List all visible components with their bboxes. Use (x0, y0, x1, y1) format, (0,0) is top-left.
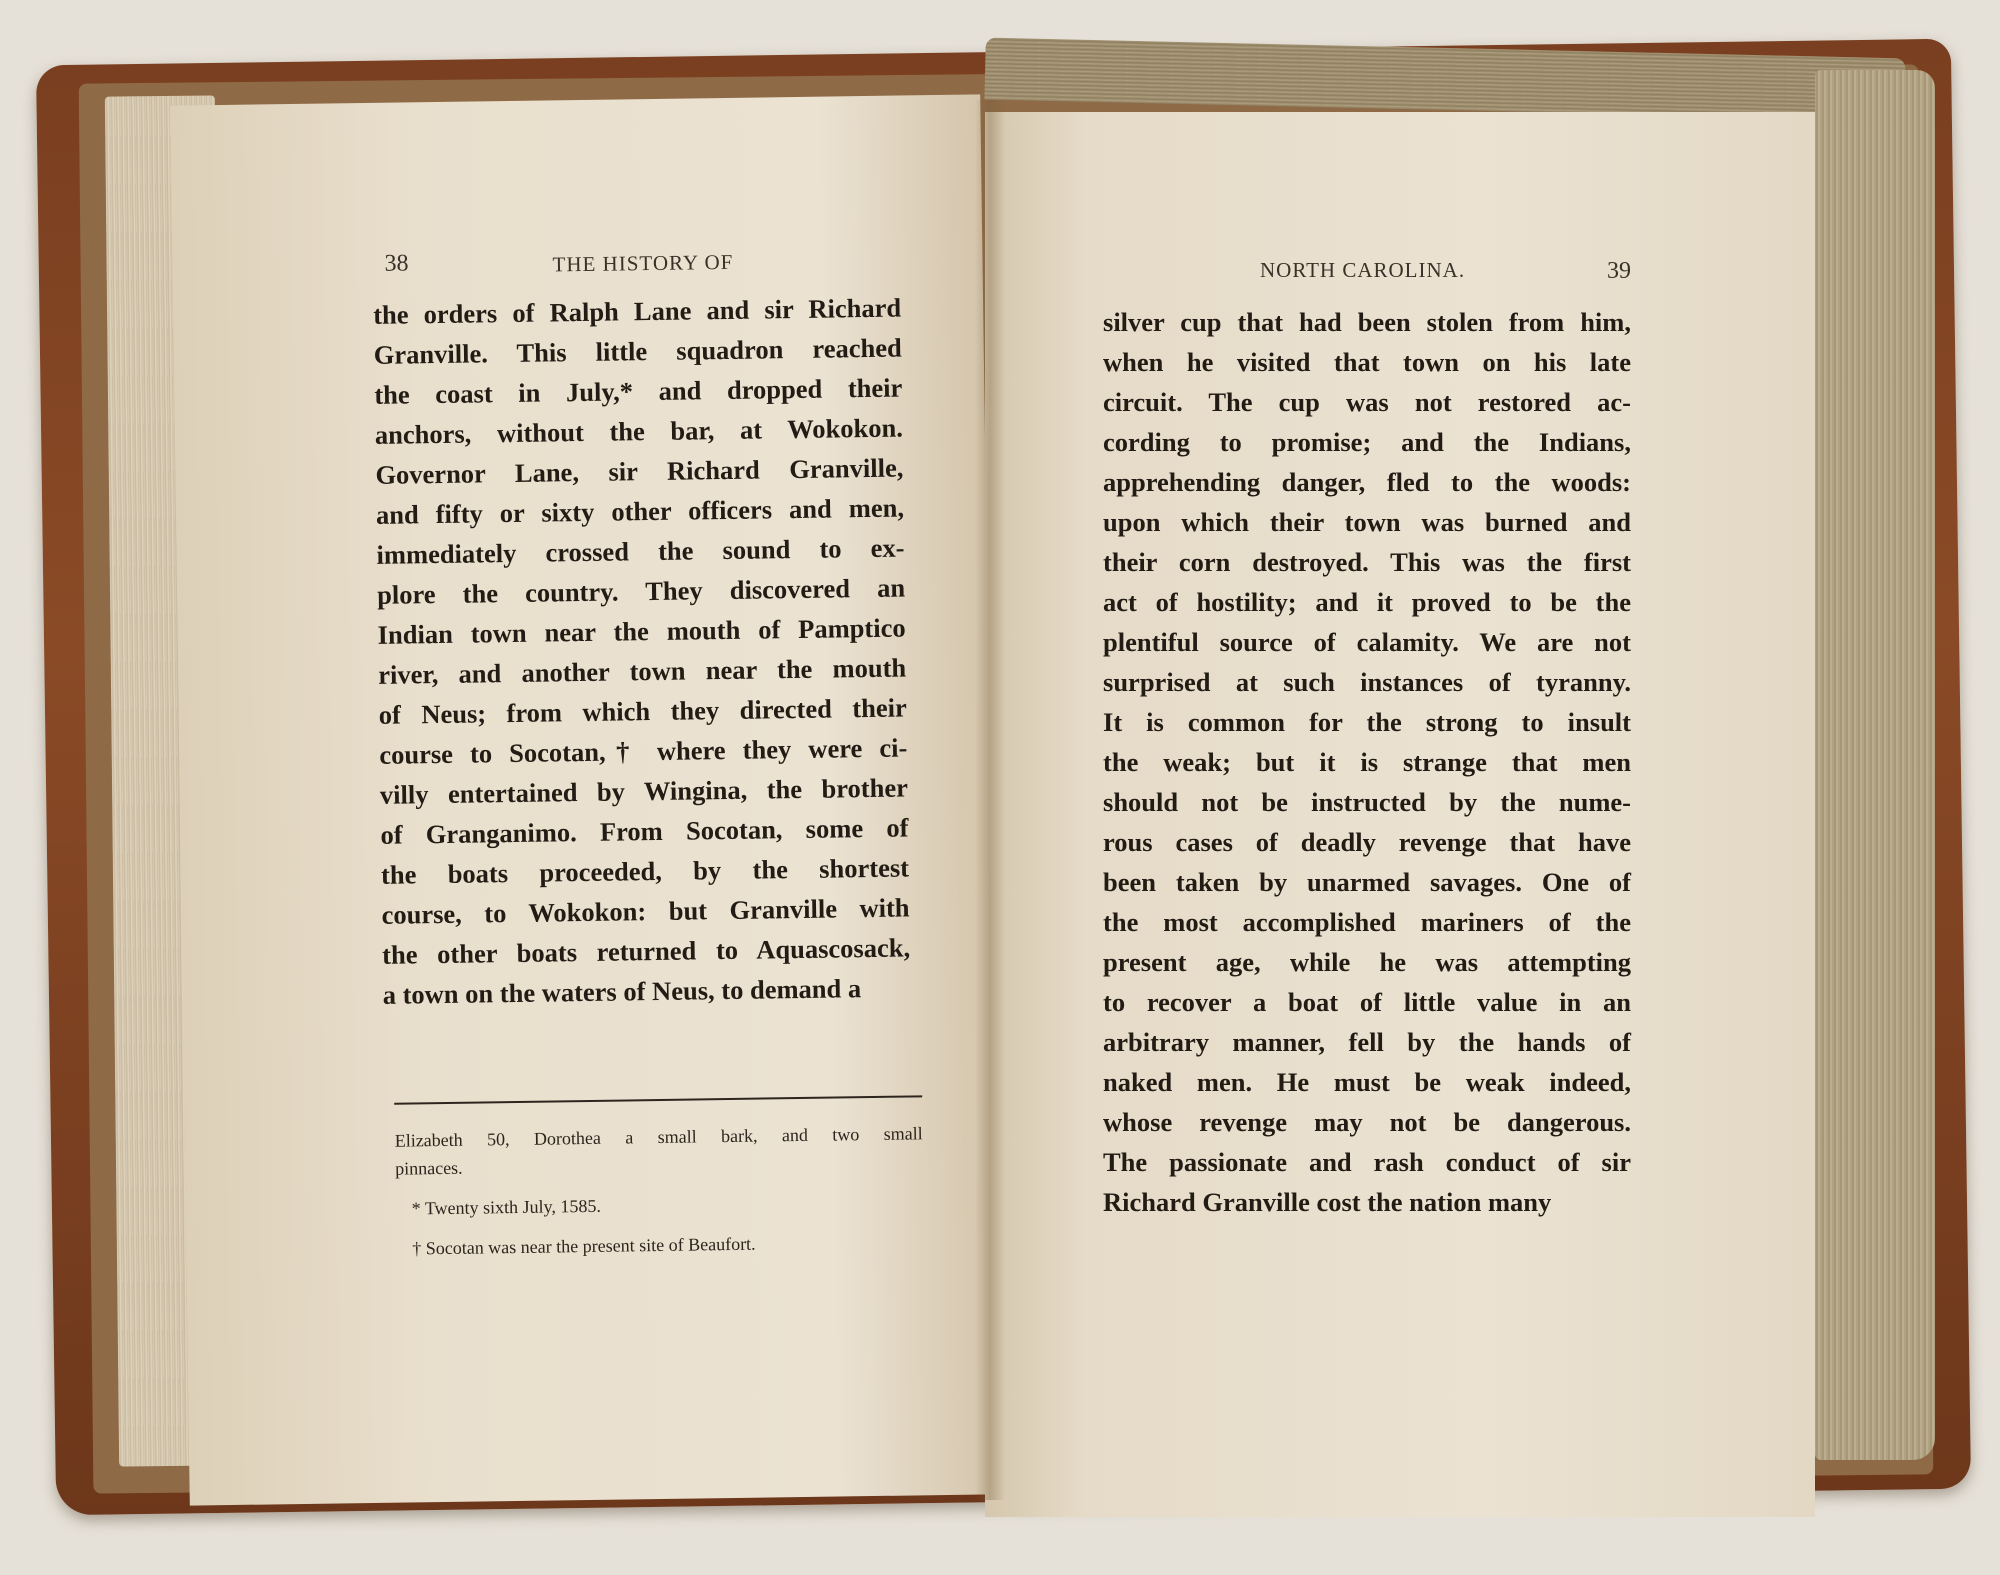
left-body-text (373, 288, 911, 1015)
text-line: course, to Wokokon: but Granville with (381, 892, 910, 930)
text-line: The passionate and rash conduct of sir (1103, 1147, 1631, 1177)
footnote-dagger: † Socotan was near the present site of Beaufort. (412, 1233, 756, 1259)
text-line: been taken by unarmed savages. One of (1103, 867, 1631, 897)
right-page (985, 112, 1815, 1517)
text-line: upon which their town was burned and (1103, 507, 1631, 537)
text-line: course to Socotan,† where they were ci- (379, 732, 908, 770)
text-line: river, and another town near the mouth (378, 652, 907, 690)
text-line: immediately crossed the sound to ex- (376, 532, 905, 570)
text-line: It is common for the strong to insult (1103, 707, 1631, 737)
text-line: should not be instructed by the nume- (1103, 787, 1631, 817)
footnote-continuation (395, 1119, 924, 1182)
text-line: naked men. He must be weak indeed, (1103, 1067, 1631, 1097)
text-line: when he visited that town on his late (1103, 347, 1631, 377)
footnote-line: Elizabeth 50, Dorothea a small bark, and two small (394, 1123, 923, 1151)
book-gutter (975, 100, 1005, 1500)
text-line: circuit. The cup was not restored ac- (1103, 387, 1631, 417)
text-line: the coast in July,* and dropped their (374, 372, 903, 410)
text-line: present age, while he was attempting (1103, 947, 1631, 977)
text-line: act of hostility; and it proved to be the (1103, 587, 1631, 617)
footnote-rule (394, 1095, 922, 1104)
text-line: plore the country. They discovered an (376, 572, 906, 610)
text-line: whose revenge may not be dangerous. (1103, 1107, 1631, 1137)
left-running-head: THE HISTORY OF (552, 249, 734, 277)
text-line: Indian town near the mouth of Pamptico (377, 612, 906, 650)
text-line: a town on the waters of Neus, to demand a (382, 973, 862, 1010)
text-line: of Granganimo. From Socotan, some of (380, 812, 909, 850)
text-line: the boats proceeded, by the shortest (380, 852, 910, 890)
text-line: of Neus; from which they directed their (378, 692, 907, 730)
left-footnotes (395, 1119, 925, 1274)
text-line: surprised at such instances of tyranny. (1103, 667, 1631, 697)
text-line: apprehending danger, fled to the woods: (1103, 467, 1631, 497)
text-line: cording to promise; and the Indians, (1103, 427, 1631, 457)
right-page-number: 39 (1607, 258, 1631, 284)
text-line: the orders of Ralph Lane and sir Richard (372, 292, 902, 330)
text-line: and fifty or sixty other officers and men, (375, 492, 905, 530)
text-line: the other boats returned to Aquascosack, (381, 932, 911, 970)
text-line: arbitrary manner, fell by the hands of (1103, 1027, 1631, 1057)
left-page-number: 38 (384, 250, 409, 277)
right-running-head: NORTH CAROLINA. (1260, 258, 1466, 282)
right-body-text (1103, 302, 1631, 1222)
text-line: rous cases of deadly revenge that have (1103, 827, 1631, 857)
text-line: Granville. This little squadron reached (373, 332, 902, 370)
text-line: the most accomplished mariners of the (1103, 907, 1631, 937)
text-line: the weak; but it is strange that men (1103, 747, 1631, 777)
footnote-asterisk: * Twenty sixth July, 1585. (411, 1195, 602, 1219)
text-line: their corn destroyed. This was the first (1103, 547, 1631, 577)
text-line: silver cup that had been stolen from him, (1103, 307, 1631, 337)
left-page (170, 94, 999, 1505)
text-line: to recover a boat of little value in an (1103, 987, 1631, 1017)
text-line: villy entertained by Wingina, the brother (379, 772, 909, 810)
text-line: Governor Lane, sir Richard Granville, (375, 452, 904, 490)
text-line: anchors, without the bar, at Wokokon. (374, 412, 904, 450)
text-line: Richard Granville cost the nation many (1103, 1187, 1552, 1217)
footnote-line: pinnaces. (394, 1157, 463, 1179)
right-page-edges (1815, 70, 1935, 1460)
text-line: plentiful source of calamity. We are not (1103, 627, 1631, 657)
